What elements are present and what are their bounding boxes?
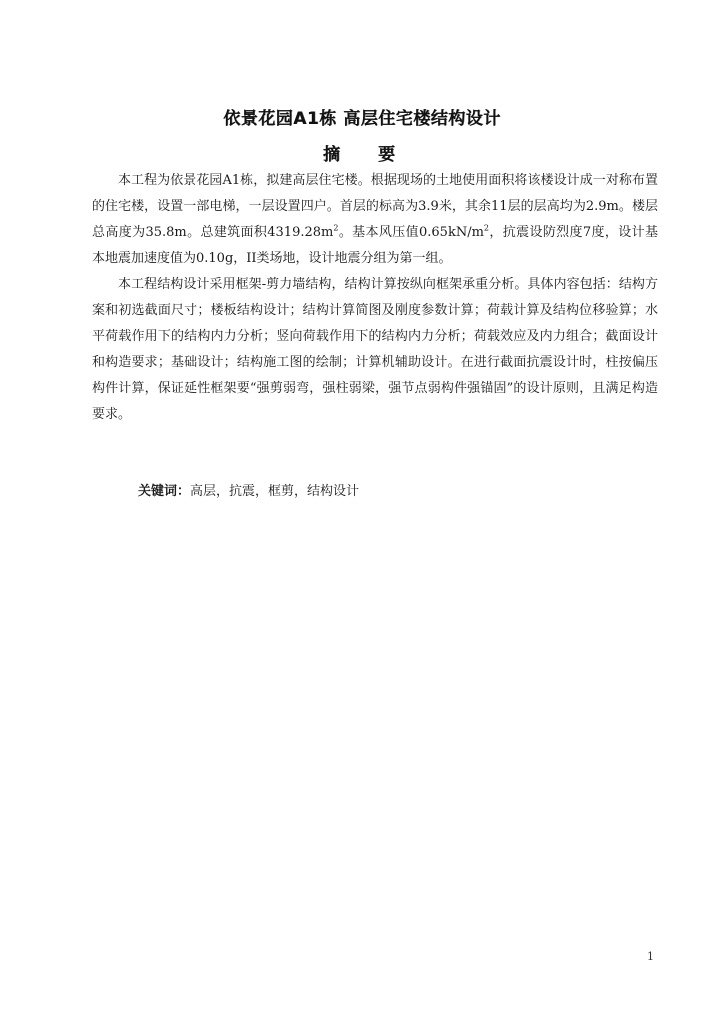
keywords-line [138,479,359,505]
page-number: 1 [647,950,654,963]
wind-pressure-superscript: 2 [483,223,489,233]
abstract-body [92,168,658,428]
abstract-paragraph-2: 本工程结构设计采用框架-剪力墙结构，结构计算按纵向框架承重分析。具体内容包括：结构方案和初选截面尺寸；楼板结构设计；结构计算简图及刚度参数计算；荷载计算及结构位移验算；水平荷载作用下的结构内力分析；竖向荷载作用下的结构内力分析；荷载效应及内力组合；截面设计和构造要求；基础设计；结构施工图的绘制；计算机辅助设计。在进行截面抗震设计时，柱按偏压构件计算，保证延性框架要“强剪弱弯，强柱弱梁，强节点弱构件强锚固”的设计原则，且满足构造要求。 [92,277,658,422]
paragraph-1-text-a: 本工程为依景花园A1栋，拟建高层住宅楼。根据现场的土地使用面积将该楼设计成一对称布置的住宅楼，设置一部电梯，一层设置四户。首层的标高为3.9米，其余11层的层高均为2.9m。楼层总高度为35.8m。总建筑面积4319.28m [92,173,658,240]
keywords-label: 关键词： [138,484,191,499]
paragraph-1-text-c: ，抗震设防烈度7度，设计基本地震加速度值为0.10g，II类场地，设计地震分组为第一组。 [92,225,658,266]
abstract-paragraph-1 [92,168,658,272]
document-title: 依景花园A1栋 高层住宅楼结构设计 [223,109,501,129]
abstract-heading: 摘 要 [323,145,411,165]
area-superscript: 2 [333,223,339,233]
paragraph-1-text-b: 。基本风压值0.65kN/m [338,225,484,240]
keywords-value: 高层，抗震，框剪，结构设计 [190,484,360,499]
